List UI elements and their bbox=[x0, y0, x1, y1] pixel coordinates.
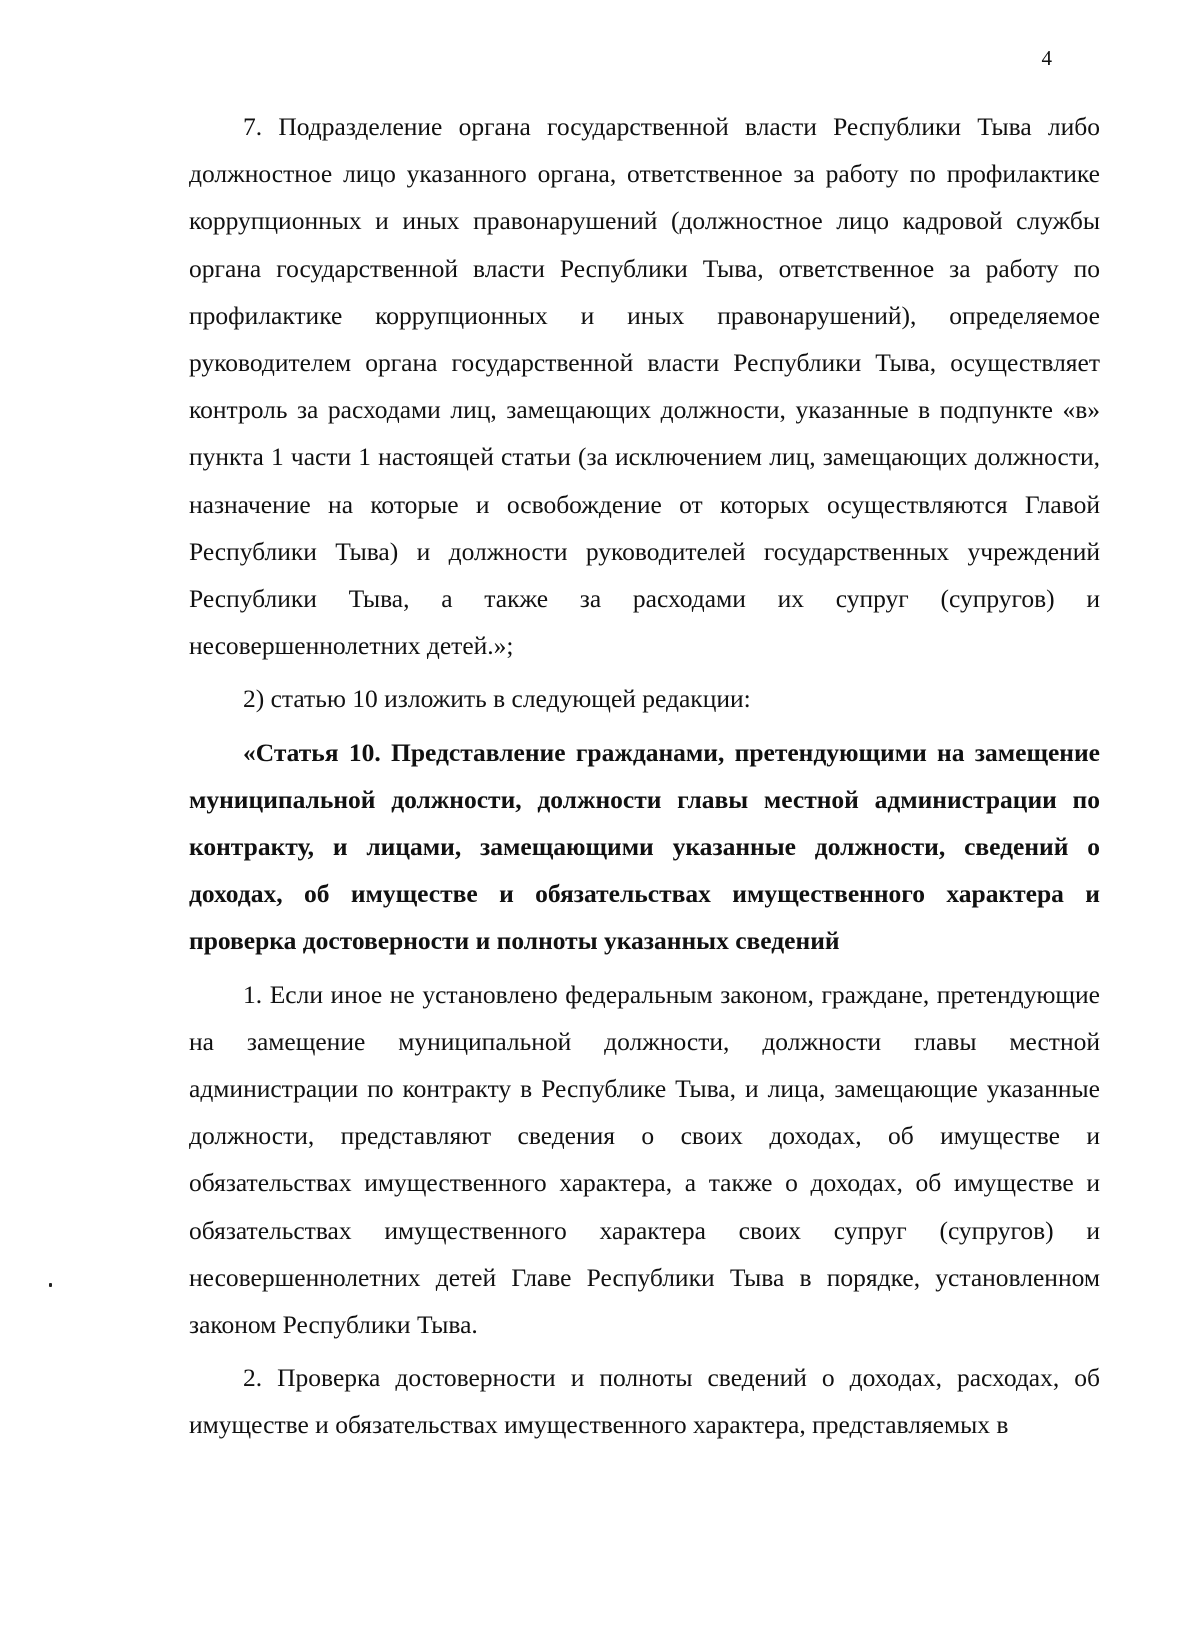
article-10-part-2: 2. Проверка достоверности и полноты сведений о доходах, расходах, об имуществе и обязательствах имущественного характера, представляемых в bbox=[189, 1363, 1100, 1440]
paragraph-amendment-article-10: 2) статью 10 изложить в следующей редакции: bbox=[243, 684, 751, 714]
paragraph-item-7-expense-control: 7. Подразделение органа государственной власти Республики Тыва либо должностное лицо указанного органа, ответственное за работу по профилактике коррупционных и иных правонарушений (должностное лицо кадровой службы органа государственной власти Республики Тыва, ответственное за работу по профилактике коррупционных и иных правонарушений), определяемое руководителем органа государственной власти Республики Тыва, осуществляет контроль за расходами лиц, замещающих должности, указанные в подпункте «в» пункта 1 части 1 настоящей статьи (за исключением лиц, замещающих должности, назначение на которые и освобождение от которых осуществляются Главой Республики Тыва) и должности руководителей государственных учреждений Республики Тыва, а также за расходами их супруг (супругов) и несовершеннолетних детей.»; bbox=[189, 112, 1100, 661]
page-number: 4 bbox=[1041, 46, 1052, 70]
document-body bbox=[189, 103, 1100, 1449]
article-10-part-1: 1. Если иное не установлено федеральным законом, граждане, претендующие на замещение муниципальной должности, должности главы местной администрации по контракту в Республике Тыва, и лица, замещающие указанные должности, представляют сведения о своих доходах, об имуществе и обязательствах имущественного характера, а также о доходах, об имуществе и обязательствах имущественного характера своих супруг (супругов) и несовершеннолетних детей Главе Республики Тыва в порядке, установленном законом Республики Тыва. bbox=[189, 979, 1100, 1340]
article-10-heading: «Статья 10. Представление гражданами, претендующими на замещение муниципальной должности, должности главы местной администрации по контракту, и лицами, замещающими указанные должности, сведений о доходах, об имуществе и обязательствах имущественного характера и проверка достоверности и полноты указанных сведений bbox=[189, 737, 1100, 956]
scan-speck bbox=[49, 1283, 52, 1287]
